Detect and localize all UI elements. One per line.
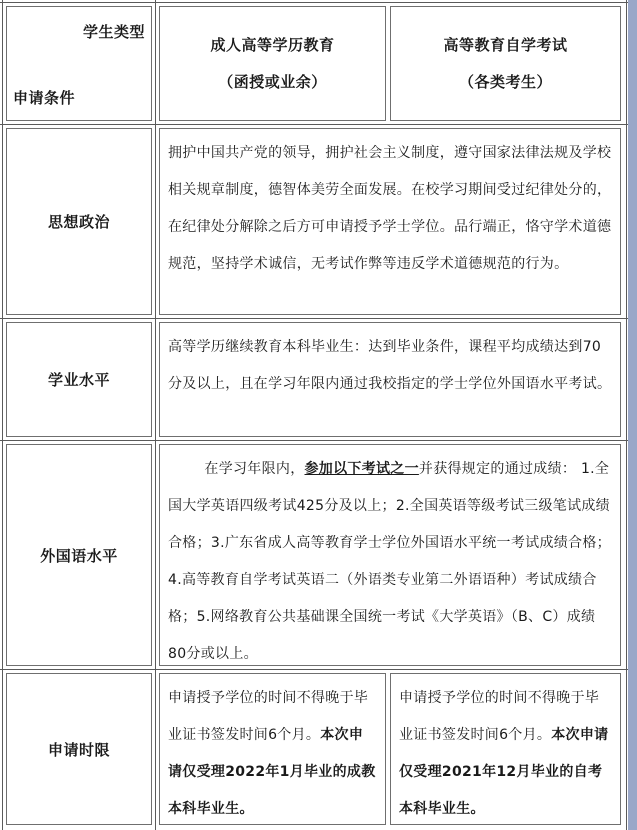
foreign-text-details: 并获得规定的通过成绩： 1.全国大学英语四级考试425分及以上；2.全国英语等级考试三级笔试成绩合格；3.广东省成人高等教育学士学位外国语水平统一考试成绩合格；4.高等教育自学考试英语二（外语类专业第二外语语种）考试成绩合格；5.网络教育公共基础课全国统一考试《大学英语》（B、C）成绩80分或以上。 (168, 461, 611, 662)
table-border-row1 (0, 124, 637, 125)
row-label-deadline: 申请时限 (6, 673, 152, 825)
header-corner-cell (6, 6, 152, 121)
deadline-self-study-plain: 申请授予学位的时间不得晚于毕业证书签发时间6个月。 (399, 690, 600, 743)
table-border-row4 (0, 669, 637, 670)
foreign-text-intro: 在学习年限内， (204, 461, 305, 477)
header-adult-education (159, 6, 386, 121)
academic-requirement-text: 高等学历继续教育本科毕业生：达到毕业条件，课程平均成绩达到70分及以上，且在学习年限内通过我校指定的学士学位外国语水平考试。 (159, 322, 621, 437)
deadline-self-study-bold: 本次申请仅受理2021年12月毕业的自考本科毕业生。 (399, 727, 609, 817)
foreign-text-emphasis: 参加以下考试之一 (304, 461, 419, 477)
header-self-study-exam (390, 6, 621, 121)
conditions-label: 申请条件 (13, 89, 76, 107)
politics-requirement-text: 拥护中国共产党的领导，拥护社会主义制度，遵守国家法律法规及学校相关规章制度，德智体美劳全面发展。在校学习期间受过纪律处分的，在纪律处分解除之后方可申请授予学士学位。品行端正，恪守学术道德规范，坚持学术诚信，无考试作弊等违反学术道德规范的行为。 (159, 128, 621, 315)
foreign-language-requirement-text (159, 444, 621, 666)
adult-education-subtitle: （函授或业余） (218, 72, 327, 91)
deadline-adult-bold: 本次申请仅受理2022年1月毕业的成教本科毕业生。 (168, 727, 376, 817)
adult-education-title: 成人高等学历教育 (210, 35, 335, 54)
row-label-politics: 思想政治 (6, 128, 152, 315)
self-study-subtitle: （各类考生） (458, 72, 552, 91)
table-border-row2 (0, 318, 637, 319)
deadline-self-study-text (390, 673, 621, 825)
table-border-row3 (0, 440, 637, 441)
table-border-top (0, 2, 637, 3)
deadline-adult-plain: 申请授予学位的时间不得晚于毕业证书签发时间6个月。 (168, 690, 369, 743)
window-edge (628, 0, 637, 830)
deadline-adult-education-text (159, 673, 386, 825)
row-label-academic: 学业水平 (6, 322, 152, 437)
self-study-title: 高等教育自学考试 (443, 35, 568, 54)
row-label-foreign-language: 外国语水平 (6, 444, 152, 666)
student-type-label: 学生类型 (82, 23, 145, 41)
